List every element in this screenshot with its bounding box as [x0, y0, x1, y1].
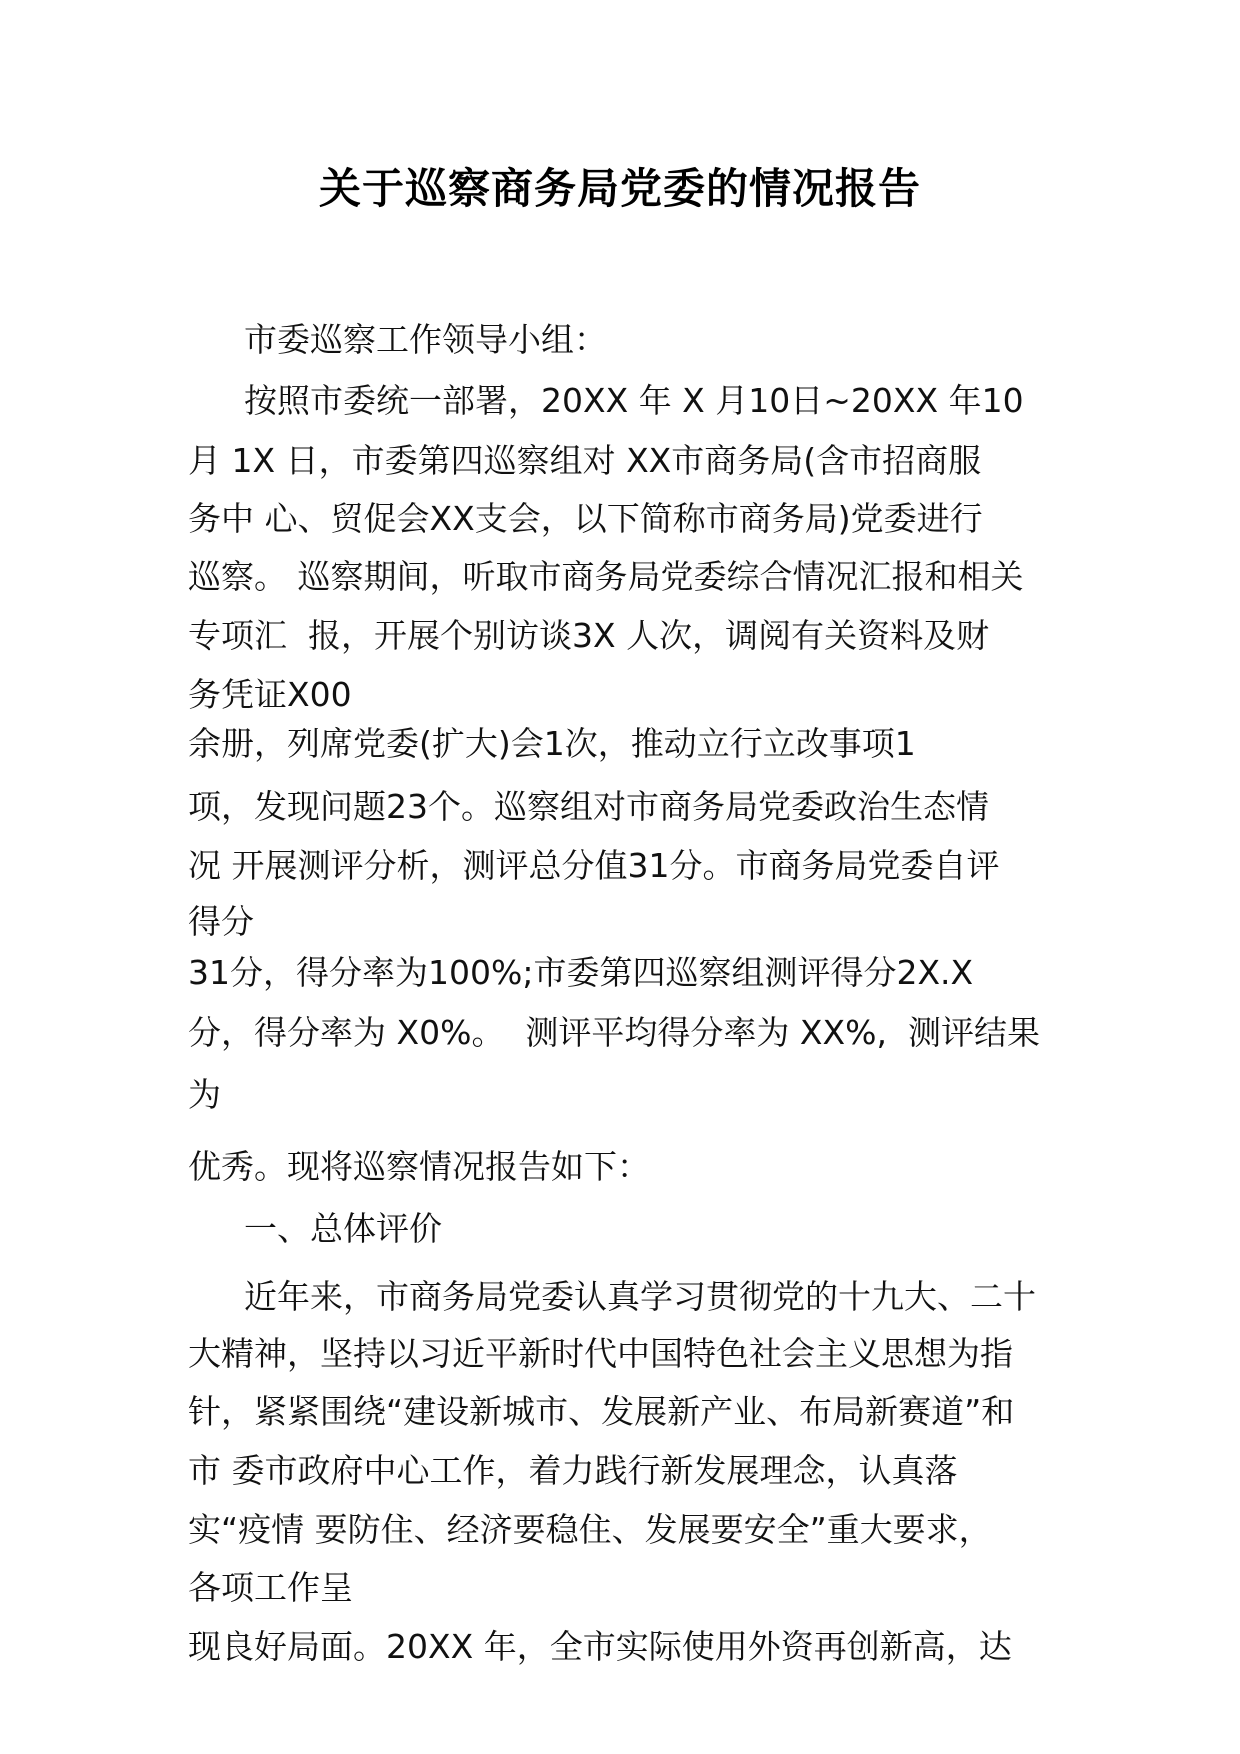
body-line: 实“疫情 要防住、经济要稳住、发展要安全”重大要求， [188, 1510, 992, 1549]
body-line: 项，发现问题23个。巡察组对市商务局党委政治生态情 [188, 787, 989, 826]
body-line: 务中 心、贸促会XX支会，以下简称市商务局)党委进行 [188, 499, 983, 538]
body-line: 月 1X 日，市委第四巡察组对 XX市商务局(含市招商服 [188, 441, 982, 480]
salutation-line: 市委巡察工作领导小组： [244, 320, 607, 359]
body-line: 现良好局面。20XX 年，全市实际使用外资再创新高，达 [188, 1627, 1012, 1666]
body-line: 得分 [188, 902, 254, 941]
body-line: 务凭证X00 [188, 675, 352, 714]
body-line: 大精神，坚持以习近平新时代中国特色社会主义思想为指 [188, 1334, 1013, 1373]
section-heading: 一、总体评价 [244, 1209, 442, 1248]
body-line: 专项汇 报，开展个别访谈3X 人次，调阅有关资料及财 [188, 616, 990, 655]
body-line: 近年来，市商务局党委认真学习贯彻党的十九大、二十 [244, 1277, 1036, 1316]
body-line: 31分，得分率为100%;市委第四巡察组测评得分2X.X [188, 953, 974, 992]
body-line: 各项工作呈 [188, 1568, 353, 1607]
body-line: 按照市委统一部署，20XX 年 X 月10日~20XX 年10 [244, 381, 1024, 420]
body-line: 优秀。现将巡察情况报告如下： [188, 1147, 650, 1186]
body-line: 为 [188, 1075, 221, 1114]
body-line: 余册，列席党委(扩大)会1次，推动立行立改事项1 [188, 724, 916, 763]
body-line: 况 开展测评分析，测评总分值31分。市商务局党委自评 [188, 846, 1000, 885]
body-line: 市 委市政府中心工作，着力践行新发展理念，认真落 [188, 1451, 958, 1490]
body-line: 分，得分率为 X0%。 测评平均得分率为 XX%, 测评结果 [188, 1013, 1040, 1052]
document-title: 关于巡察商务局党委的情况报告 [318, 164, 921, 213]
body-line: 针，紧紧围绕“建设新城市、发展新产业、布局新赛道”和 [188, 1392, 1015, 1431]
body-line: 巡察。 巡察期间，听取市商务局党委综合情况汇报和相关 [188, 557, 1024, 596]
